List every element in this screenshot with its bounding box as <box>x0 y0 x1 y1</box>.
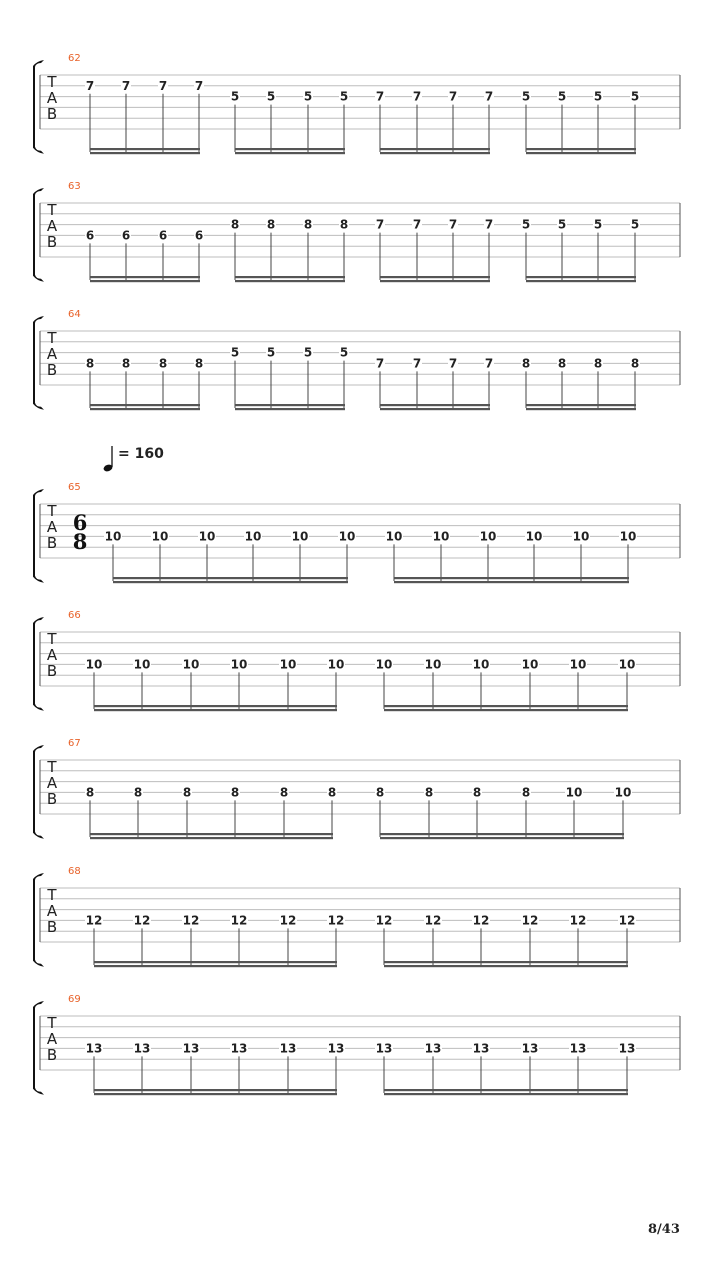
fret-number: 7 <box>194 78 204 93</box>
fret-number: 7 <box>121 78 131 93</box>
measure-number: 65 <box>68 482 81 493</box>
fret-number: 8 <box>375 785 385 800</box>
fret-number: 10 <box>521 657 539 672</box>
fret-number: 7 <box>484 356 494 371</box>
measure-number: 67 <box>68 738 81 749</box>
fret-number: 8 <box>424 785 434 800</box>
fret-number: 5 <box>303 89 313 104</box>
fret-number: 13 <box>327 1041 345 1056</box>
fret-number: 5 <box>593 89 603 104</box>
fret-number: 5 <box>557 89 567 104</box>
beam <box>384 1093 628 1095</box>
fret-number: 10 <box>85 657 103 672</box>
fret-number: 10 <box>182 657 200 672</box>
measure-number: 69 <box>68 994 81 1005</box>
fret-number: 10 <box>424 657 442 672</box>
tab-clef-letter: T <box>47 502 57 520</box>
tab-clef-letter: A <box>46 646 58 664</box>
fret-number: 12 <box>521 913 539 928</box>
measure-number: 63 <box>68 181 81 192</box>
fret-number: 7 <box>484 89 494 104</box>
fret-number: 5 <box>230 89 240 104</box>
fret-number: 12 <box>618 913 636 928</box>
fret-number: 10 <box>618 657 636 672</box>
fret-number: 7 <box>375 217 385 232</box>
beam <box>94 1093 337 1095</box>
fret-number: 12 <box>133 913 151 928</box>
fret-number: 12 <box>424 913 442 928</box>
tab-clef-letter: A <box>46 1030 58 1048</box>
fret-number: 8 <box>85 785 95 800</box>
fret-number: 10 <box>104 529 122 544</box>
fret-number: 8 <box>230 217 240 232</box>
measure-number: 64 <box>68 309 81 320</box>
fret-number: 10 <box>619 529 637 544</box>
fret-number: 12 <box>472 913 490 928</box>
fret-number: 13 <box>521 1041 539 1056</box>
tab-clef-letter: B <box>46 534 58 552</box>
fret-number: 7 <box>85 78 95 93</box>
fret-number: 5 <box>521 217 531 232</box>
fret-number: 7 <box>412 356 422 371</box>
measure-number: 62 <box>68 53 81 64</box>
tab-clef-letter: A <box>46 217 58 235</box>
fret-number: 7 <box>375 89 385 104</box>
tab-clef-letter: T <box>47 1014 57 1032</box>
fret-number: 5 <box>630 217 640 232</box>
tab-clef-letter: T <box>47 886 57 904</box>
fret-number: 7 <box>448 89 458 104</box>
fret-number: 10 <box>338 529 356 544</box>
fret-number: 12 <box>375 913 393 928</box>
tab-clef-letter: A <box>46 89 58 107</box>
measure-number: 66 <box>68 610 81 621</box>
tab-clef-letter: T <box>47 73 57 91</box>
fret-number: 6 <box>121 228 131 243</box>
tab-clef-letter: A <box>46 518 58 536</box>
fret-number: 7 <box>448 356 458 371</box>
fret-number: 8 <box>266 217 276 232</box>
fret-number: 8 <box>327 785 337 800</box>
fret-number: 5 <box>339 345 349 360</box>
fret-number: 8 <box>279 785 289 800</box>
tab-clef-letter: B <box>46 790 58 808</box>
fret-number: 10 <box>432 529 450 544</box>
fret-number: 12 <box>85 913 103 928</box>
tab-clef-letter: A <box>46 902 58 920</box>
time-signature-top: 6 <box>72 510 88 535</box>
tab-clef-letter: T <box>47 758 57 776</box>
tab-clef-letter: T <box>47 329 57 347</box>
fret-number: 13 <box>375 1041 393 1056</box>
fret-number: 10 <box>230 657 248 672</box>
fret-number: 13 <box>230 1041 248 1056</box>
fret-number: 5 <box>303 345 313 360</box>
fret-number: 10 <box>151 529 169 544</box>
fret-number: 6 <box>194 228 204 243</box>
fret-number: 10 <box>614 785 632 800</box>
tab-clef-letter: B <box>46 1046 58 1064</box>
tab-clef-letter: A <box>46 774 58 792</box>
tab-clef-letter: B <box>46 361 58 379</box>
fret-number: 12 <box>230 913 248 928</box>
fret-number: 8 <box>472 785 482 800</box>
fret-number: 8 <box>182 785 192 800</box>
fret-number: 12 <box>182 913 200 928</box>
fret-number: 13 <box>133 1041 151 1056</box>
tab-clef-letter: B <box>46 233 58 251</box>
fret-number: 10 <box>569 657 587 672</box>
fret-number: 12 <box>569 913 587 928</box>
fret-number: 13 <box>85 1041 103 1056</box>
fret-number: 8 <box>630 356 640 371</box>
fret-number: 10 <box>279 657 297 672</box>
fret-number: 10 <box>479 529 497 544</box>
fret-number: 10 <box>472 657 490 672</box>
fret-number: 10 <box>565 785 583 800</box>
fret-number: 5 <box>630 89 640 104</box>
fret-number: 10 <box>375 657 393 672</box>
beam <box>384 1089 628 1091</box>
time-signature-bottom: 8 <box>72 529 88 554</box>
fret-number: 10 <box>133 657 151 672</box>
fret-number: 5 <box>557 217 567 232</box>
fret-number: 8 <box>521 356 531 371</box>
fret-number: 8 <box>194 356 204 371</box>
fret-number: 7 <box>375 356 385 371</box>
fret-number: 10 <box>244 529 262 544</box>
fret-number: 13 <box>472 1041 490 1056</box>
fret-number: 7 <box>412 89 422 104</box>
fret-number: 8 <box>121 356 131 371</box>
quarter-note-icon <box>100 441 120 475</box>
fret-number: 8 <box>158 356 168 371</box>
fret-number: 13 <box>618 1041 636 1056</box>
fret-number: 10 <box>525 529 543 544</box>
tempo-text: = 160 <box>118 446 164 462</box>
fret-number: 7 <box>484 217 494 232</box>
fret-number: 8 <box>593 356 603 371</box>
fret-number: 12 <box>279 913 297 928</box>
tab-clef-letter: B <box>46 662 58 680</box>
tab-clef-letter: T <box>47 630 57 648</box>
fret-number: 5 <box>521 89 531 104</box>
fret-number: 5 <box>593 217 603 232</box>
fret-number: 13 <box>424 1041 442 1056</box>
fret-number: 7 <box>158 78 168 93</box>
tab-clef-letter: B <box>46 918 58 936</box>
fret-number: 8 <box>230 785 240 800</box>
fret-number: 5 <box>266 89 276 104</box>
tab-clef-letter: A <box>46 345 58 363</box>
fret-number: 6 <box>85 228 95 243</box>
beam <box>94 1089 337 1091</box>
fret-number: 7 <box>412 217 422 232</box>
fret-number: 13 <box>569 1041 587 1056</box>
measure-number: 68 <box>68 866 81 877</box>
tab-clef-letter: T <box>47 201 57 219</box>
fret-number: 10 <box>572 529 590 544</box>
fret-number: 8 <box>85 356 95 371</box>
fret-number: 10 <box>385 529 403 544</box>
fret-number: 10 <box>198 529 216 544</box>
fret-number: 5 <box>266 345 276 360</box>
fret-number: 13 <box>182 1041 200 1056</box>
fret-number: 5 <box>339 89 349 104</box>
fret-number: 8 <box>557 356 567 371</box>
fret-number: 7 <box>448 217 458 232</box>
fret-number: 10 <box>327 657 345 672</box>
fret-number: 8 <box>521 785 531 800</box>
fret-number: 5 <box>230 345 240 360</box>
fret-number: 13 <box>279 1041 297 1056</box>
fret-number: 12 <box>327 913 345 928</box>
fret-number: 8 <box>339 217 349 232</box>
page-number: 8/43 <box>648 1222 680 1237</box>
tab-clef-letter: B <box>46 105 58 123</box>
fret-number: 10 <box>291 529 309 544</box>
fret-number: 8 <box>303 217 313 232</box>
fret-number: 6 <box>158 228 168 243</box>
fret-number: 8 <box>133 785 143 800</box>
